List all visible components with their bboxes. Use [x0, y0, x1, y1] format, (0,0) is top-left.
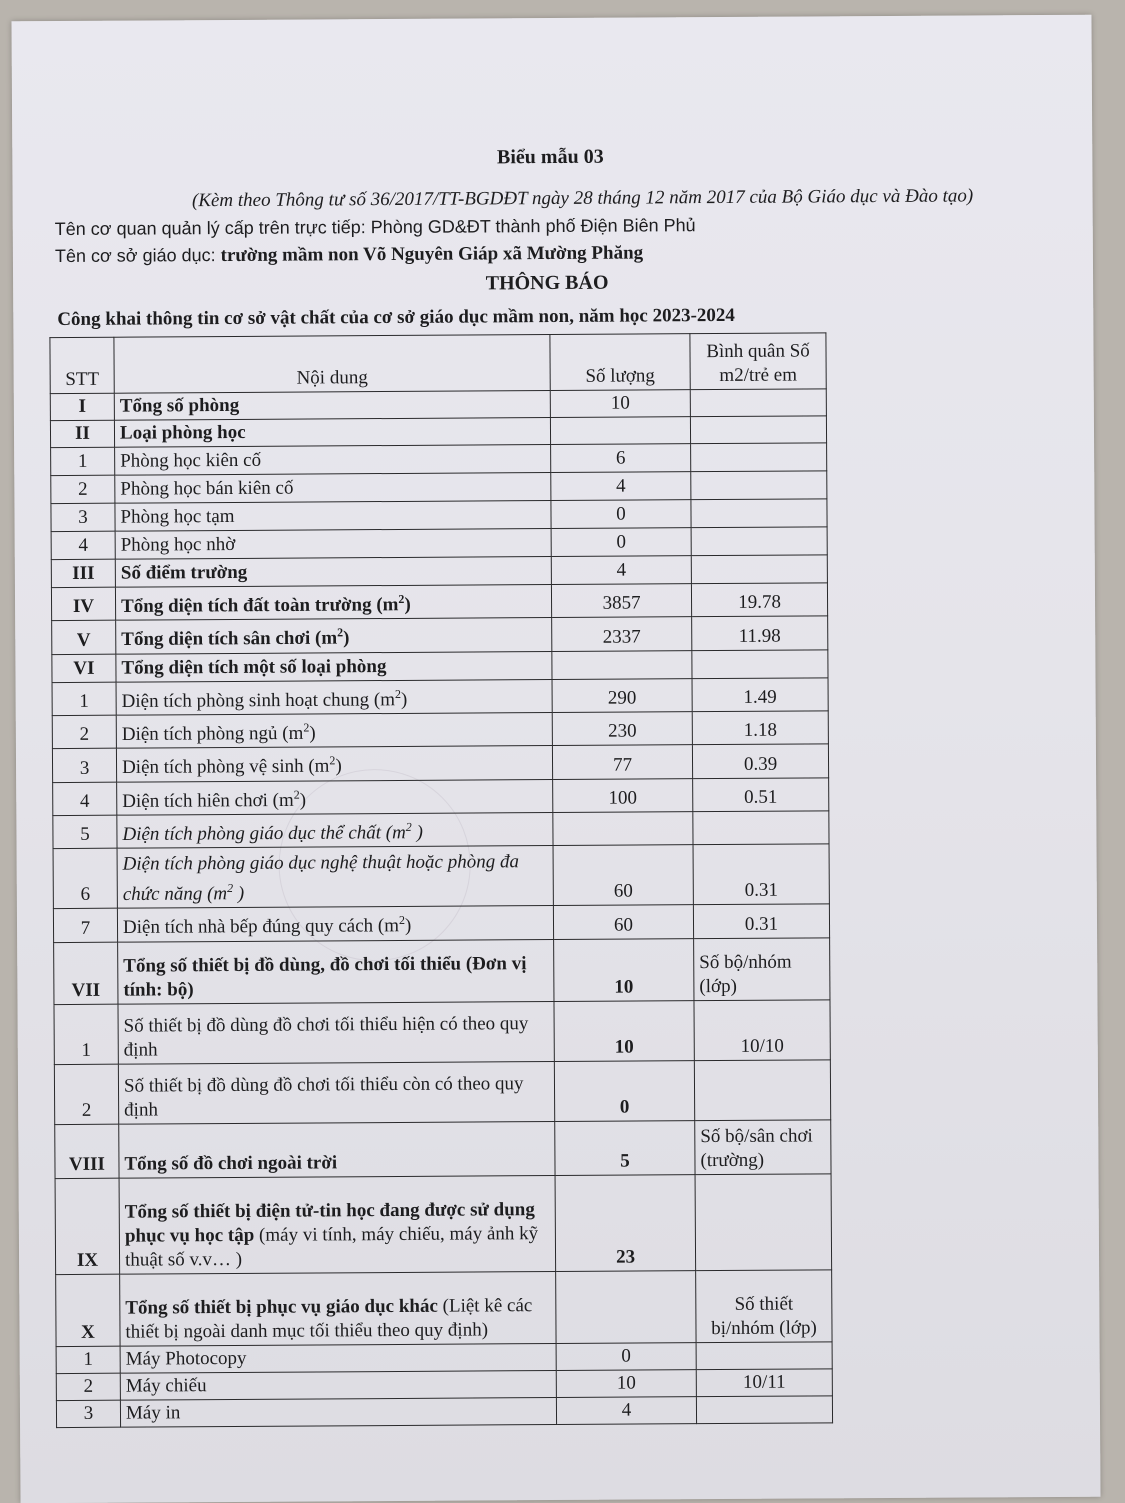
row-stt: 2 [52, 715, 116, 749]
row-quantity: 10 [554, 938, 694, 1001]
row-stt: II [50, 420, 114, 447]
row-content: Tổng diện tích một số loại phòng [116, 651, 552, 682]
table-row [55, 1119, 831, 1178]
row-average [690, 389, 826, 417]
row-quantity: 100 [553, 778, 693, 812]
row-stt: VII [54, 942, 118, 1004]
row-stt: VI [52, 654, 116, 682]
row-stt: X [56, 1274, 120, 1346]
row-stt: 1 [54, 1004, 118, 1064]
row-average: 19.78 [691, 583, 827, 617]
table-row [51, 583, 827, 621]
row-quantity: 0 [554, 1060, 694, 1121]
row-content: Máy Photocopy [120, 1343, 556, 1373]
table-row [56, 1269, 832, 1346]
row-stt: IV [51, 587, 115, 621]
row-average [691, 499, 827, 528]
row-quantity: 4 [551, 472, 691, 501]
row-content: Số điểm trường [115, 557, 551, 588]
row-stt: 6 [53, 848, 117, 908]
row-average [694, 1059, 830, 1120]
row-stt: 4 [51, 531, 115, 559]
row-content: Tổng số thiết bị đồ dùng, đồ chơi tối thiểu (Đơn vị tính: bộ) [118, 939, 554, 1004]
row-average [695, 1173, 832, 1270]
table-row [52, 677, 828, 715]
row-average: Số bộ/nhóm (lớp) [694, 937, 830, 1000]
header-content: Nội dung [114, 335, 550, 394]
row-content: Diện tích phòng ngủ $(m^2)$ [116, 713, 552, 749]
row-content: Phòng học nhờ [115, 529, 551, 560]
row-quantity [552, 650, 692, 679]
row-stt: I [50, 393, 114, 420]
table-row [52, 616, 828, 654]
row-quantity [556, 1270, 696, 1343]
row-quantity: 0 [556, 1342, 696, 1370]
table-row [53, 777, 829, 815]
table-row [55, 1173, 832, 1274]
school-name: trường mầm non Võ Nguyên Giáp xã Mường Phăng [220, 242, 644, 267]
school-label: Tên cơ sở giáo dục: [54, 245, 216, 267]
row-content: Diện tích phòng vệ $\sinh (m^2)$ [116, 746, 552, 782]
row-stt: 3 [56, 1400, 120, 1427]
row-stt: 3 [52, 748, 116, 782]
row-stt: 2 [51, 475, 115, 503]
row-content: Phòng học kiên cố [115, 445, 551, 476]
row-content: Diện tích phòng sinh hoạt chung $(m^2)$ [116, 679, 552, 715]
row-quantity: 60 [553, 845, 693, 906]
row-content: Tổng số thiết bị phục vụ giáo dục khác (Liệt kê các thiết bị ngoài danh mục tối thiểu theo quy định) [120, 1271, 556, 1346]
row-average: Số bộ/sân chơi (trường) [695, 1119, 831, 1174]
row-average: 0.31 [693, 904, 829, 938]
row-average [691, 527, 827, 556]
row-stt: VIII [55, 1124, 119, 1178]
legal-reference: (Kèm theo Thông tư số 36/2017/TT-BGDĐT ngày 28 tháng 12 năm 2017 của Bộ Giáo dục và Đào tạo) [191, 185, 974, 212]
row-average: 1.49 [692, 677, 828, 711]
row-content: Tổng diện tích đất toàn trường $(m^2)$ [115, 585, 551, 621]
row-quantity: 0 [551, 528, 691, 557]
managing-agency: Tên cơ quan quản lý cấp trên trực tiếp: Phòng GD&ĐT thành phố Điện Biên Phủ [54, 215, 696, 240]
row-quantity: 4 [551, 556, 691, 585]
table-row [53, 844, 829, 909]
table-row [53, 811, 829, 849]
row-quantity [553, 812, 693, 846]
row-average [691, 471, 827, 500]
row-stt: 1 [56, 1346, 120, 1373]
row-content: Diện tích phòng giáo dục nghệ thuật hoặc phòng đa chức năng ($m^2$ ) [117, 846, 553, 909]
row-quantity: 0 [551, 500, 691, 529]
table-header-row [50, 333, 826, 394]
form-title: Biểu mẫu 03 [496, 145, 604, 169]
row-content: Diện tích phòng giáo dục thể chất ($m^2$ ) [117, 812, 553, 848]
row-quantity: 10 [556, 1369, 696, 1397]
row-average [696, 1341, 832, 1369]
document-page [11, 15, 1100, 1503]
row-quantity: 290 [552, 678, 692, 712]
table-row [52, 711, 828, 749]
row-quantity: 10 [554, 1000, 694, 1061]
row-stt: 1 [52, 682, 116, 716]
school-line [55, 239, 1125, 268]
row-average: 11.98 [692, 616, 828, 650]
row-content: Máy in [120, 1397, 556, 1427]
row-stt: 1 [51, 447, 115, 475]
row-quantity: 6 [551, 444, 691, 473]
header-average: Bình quân Số m2/trẻ em [690, 333, 826, 390]
row-average [691, 555, 827, 584]
row-average: 10/10 [694, 999, 830, 1060]
row-stt: 4 [53, 782, 117, 816]
row-stt: V [52, 621, 116, 655]
row-average [693, 811, 829, 845]
row-content: Tổng số đồ chơi ngoài trời [119, 1121, 555, 1178]
header-stt: STT [50, 337, 114, 393]
row-average [692, 649, 828, 678]
row-quantity: 4 [556, 1396, 696, 1424]
row-average: 1.18 [692, 711, 828, 745]
row-content: Diện tích nhà bếp đúng quy cách $(m^2)$ [117, 906, 553, 942]
row-content: Loại phòng học [114, 418, 550, 448]
row-content: Phòng học bán kiên cố [115, 473, 551, 504]
table-row [56, 1395, 832, 1427]
row-content: Số thiết bị đồ dùng đồ chơi tối thiểu hiện có theo quy định [118, 1001, 554, 1064]
row-average: 0.39 [692, 744, 828, 778]
facilities-table [49, 332, 833, 1427]
row-average: 0.31 [693, 844, 829, 905]
row-quantity: 2337 [552, 617, 692, 651]
row-average [696, 1395, 832, 1423]
row-quantity: 60 [553, 905, 693, 939]
row-content: Diện tích hiên chơi $(m^2)$ [117, 779, 553, 815]
header-quantity: Số lượng [550, 334, 690, 391]
row-quantity: 77 [552, 745, 692, 779]
row-stt: 7 [53, 908, 117, 942]
row-stt: 2 [54, 1064, 118, 1124]
row-average: 0.51 [693, 777, 829, 811]
row-quantity: 10 [550, 390, 690, 418]
row-quantity: 5 [555, 1120, 695, 1175]
row-stt: 5 [53, 815, 117, 849]
row-content: Máy chiếu [120, 1370, 556, 1400]
table-row [54, 999, 830, 1064]
row-content: Phòng học tạm [115, 501, 551, 532]
row-quantity [550, 417, 690, 445]
row-stt: IX [55, 1178, 120, 1274]
row-average: 10/11 [696, 1368, 832, 1396]
row-content: Tổng số thiết bị điện tử-tin học đang được sử dụng phục vụ học tập (máy vi tính, máy chiếu, máy ảnh kỹ thuật số v.v… ) [119, 1175, 556, 1274]
table-row [53, 904, 829, 942]
row-quantity: 23 [555, 1174, 696, 1271]
table-row [52, 744, 828, 782]
notice-title: THÔNG BÁO [485, 271, 609, 295]
row-content: Tổng diện tích sân chơi $(m^2)$ [116, 618, 552, 654]
row-average [691, 443, 827, 472]
table-row [54, 937, 830, 1004]
table-row [54, 1059, 830, 1124]
row-content: Số thiết bị đồ dùng đồ chơi tối thiểu còn có theo quy định [118, 1061, 554, 1124]
row-stt: 2 [56, 1373, 120, 1400]
row-quantity: 3857 [551, 584, 691, 618]
row-stt: III [51, 559, 115, 587]
row-average: Số thiết bị/nhóm (lớp) [696, 1269, 832, 1342]
row-average [690, 416, 826, 444]
row-stt: 3 [51, 503, 115, 531]
notice-subtitle: Công khai thông tin cơ sở vật chất của cơ sở giáo dục mầm non, năm học 2023-2024 [57, 304, 735, 331]
row-quantity: 230 [552, 712, 692, 746]
row-content: Tổng số phòng [114, 391, 550, 421]
